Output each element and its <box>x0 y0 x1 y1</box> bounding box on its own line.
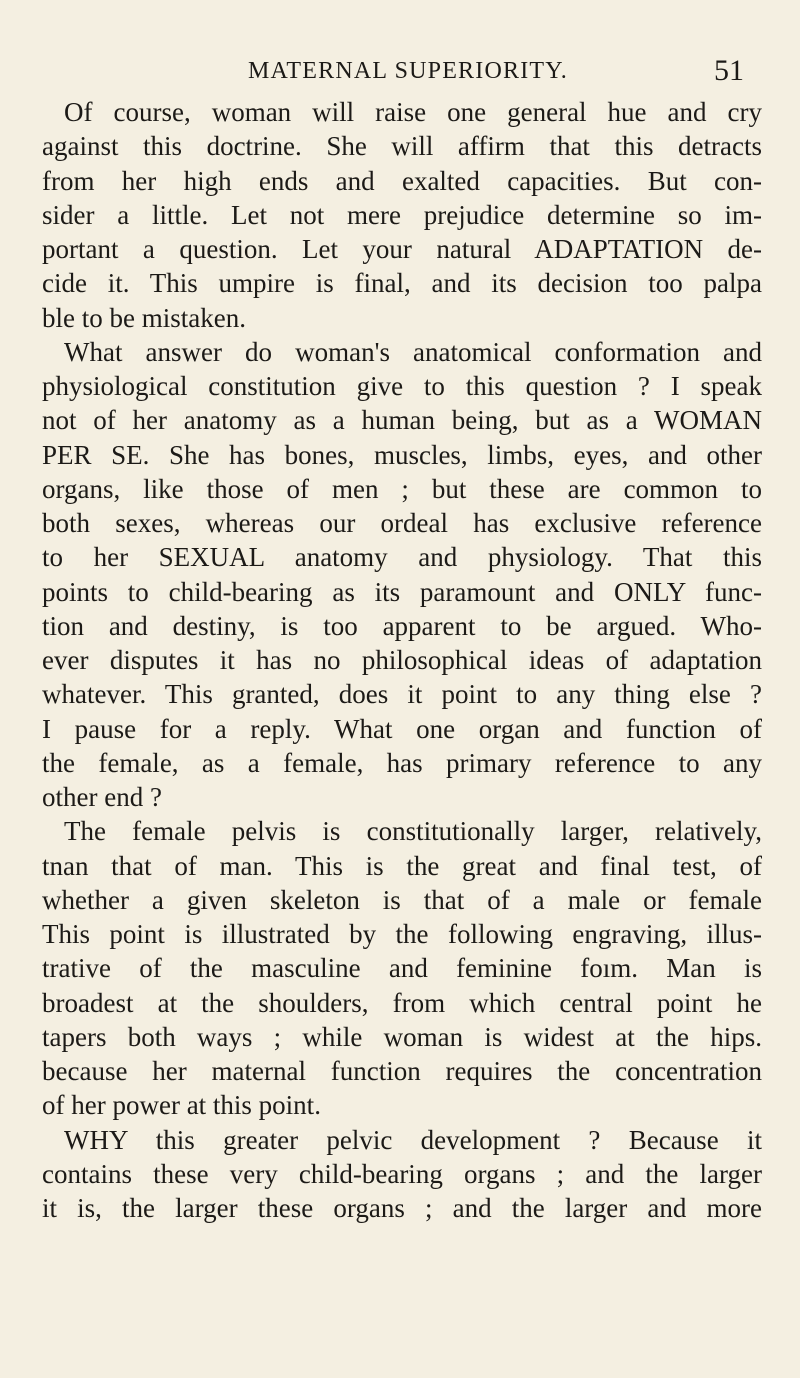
text-line: not of her anatomy as a human being, but as a WOMAN <box>42 405 762 436</box>
text-line: The female pelvis is constitutionally larger, relatively, <box>64 816 762 847</box>
text-line: Of course, woman will raise one general hue and cry <box>64 97 762 127</box>
text-line: PER SE. She has bones, muscles, limbs, eyes, and other <box>42 439 762 470</box>
text-line: tion and destiny, is too apparent to be argued. Who- <box>42 610 762 641</box>
text-line: both sexes, whereas our ordeal has exclusive reference <box>42 508 762 538</box>
text-line: whatever. This granted, does it point to any thing else ? <box>42 679 762 710</box>
text-line: portant a question. Let your natural ADAPTATION de- <box>42 234 762 264</box>
text-line: What answer do woman's anatomical conformation and <box>64 336 762 367</box>
text-line: trative of the masculine and feminine foım. Man is <box>42 953 762 984</box>
text-line: contains these very child-bearing organs ; and the larger <box>42 1158 762 1189</box>
text-line: broadest at the shoulders, from which central point he <box>42 987 762 1018</box>
text-line: whether a given skeleton is that of a male or female <box>42 884 762 915</box>
text-line: organs, like those of men ; but these are common to <box>42 473 762 504</box>
running-head: MATERNAL SUPERIORITY. <box>248 58 568 84</box>
text-line: to her SEXUAL anatomy and physiology. That this <box>42 542 762 573</box>
body-text <box>42 95 762 1225</box>
text-line: physiological constitution give to this question ? I speak <box>42 371 762 401</box>
text-line: against this doctrine. She will affirm that this detracts <box>42 131 762 162</box>
text-line: ever disputes it has no philosophical ideas of adaptation <box>42 645 762 675</box>
text-line: I pause for a reply. What one organ and function of <box>42 713 762 744</box>
text-line: of her power at this point. <box>42 1090 321 1121</box>
text-line: tapers both ways ; while woman is widest at the hips. <box>42 1021 762 1052</box>
text-line: other end ? <box>42 782 162 812</box>
text-line: ble to be mistaken. <box>42 302 246 333</box>
text-line: from her high ends and exalted capacities. But con- <box>42 165 762 196</box>
text-line: WHY this greater pelvic development ? Because it <box>64 1124 762 1155</box>
text-line: sider a little. Let not mere prejudice determine so im- <box>42 199 762 230</box>
text-line: cide it. This umpire is final, and its decision too palpa <box>42 268 762 299</box>
text-line: points to child-bearing as its paramount and ONLY func- <box>42 576 762 607</box>
text-line: This point is illustrated by the following engraving, illus- <box>42 919 762 949</box>
text-line: because her maternal function requires the concentration <box>42 1056 762 1086</box>
text-line: the female, as a female, has primary reference to any <box>42 747 762 778</box>
text-line: it is, the larger these organs ; and the larger and more <box>42 1193 762 1223</box>
text-line: tnan that of man. This is the great and final test, of <box>42 850 762 881</box>
page-number: 51 <box>714 54 744 87</box>
